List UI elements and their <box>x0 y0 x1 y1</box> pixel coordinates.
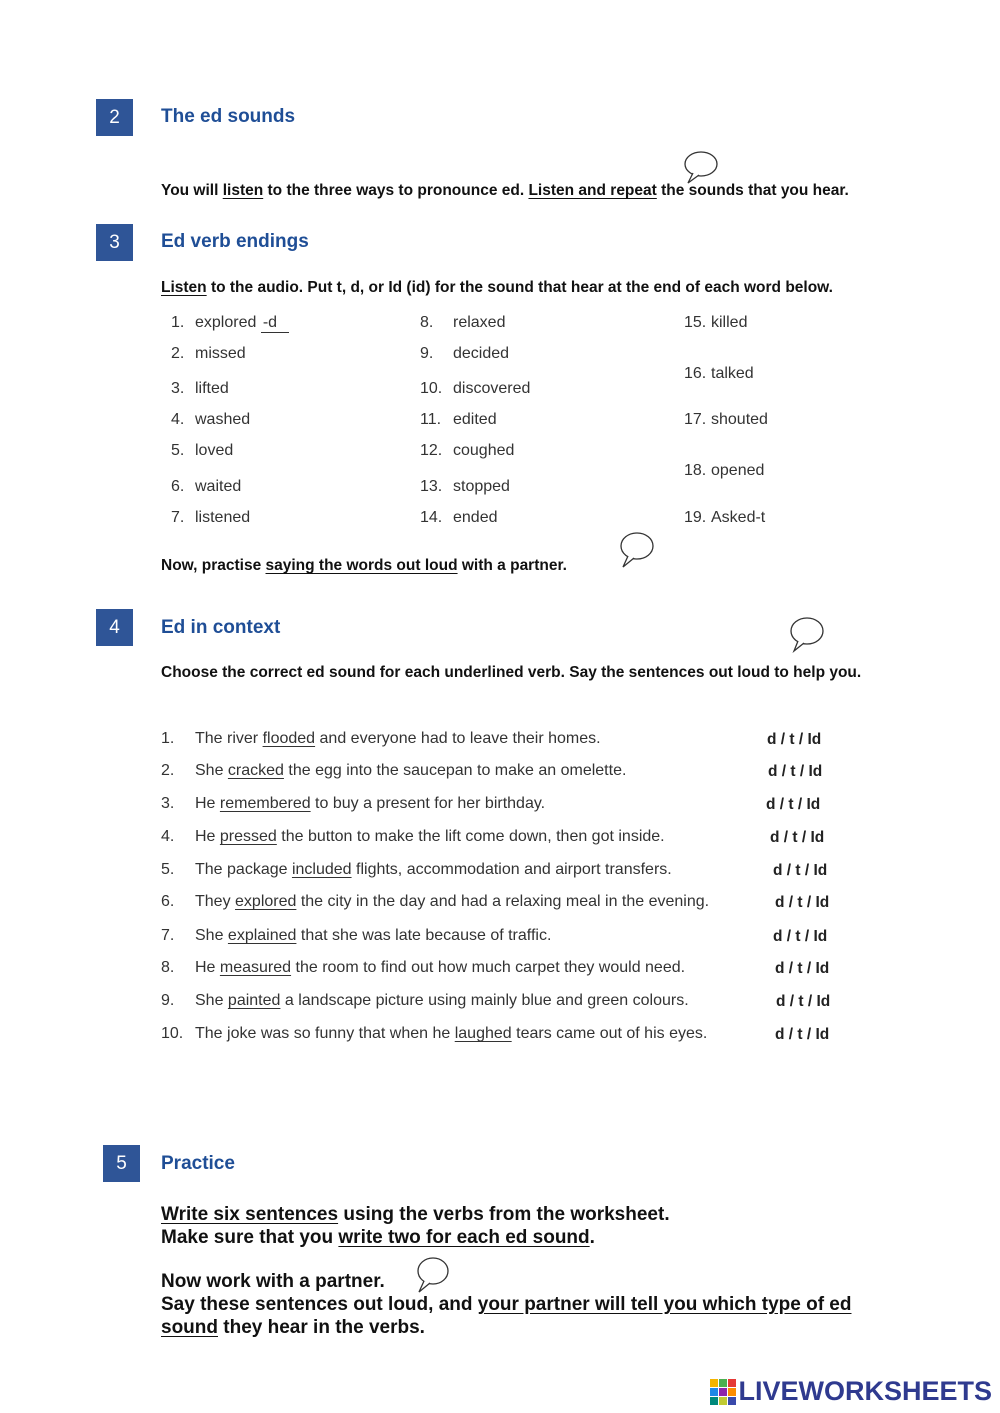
speech-bubble-icon <box>619 531 655 569</box>
section-3-title: Ed verb endings <box>161 231 309 252</box>
word-item-3: 3. lifted <box>171 380 229 397</box>
word-item-17: 17. shouted <box>684 411 768 428</box>
liveworksheets-logo[interactable] <box>710 1376 992 1407</box>
sentence-10: 10. The joke was so funny that when he laughed tears came out of his eyes. <box>161 1025 708 1042</box>
word-item-11: 11. edited <box>420 411 497 428</box>
underlined-verb: included <box>291 861 352 878</box>
word-item-18: 18. opened <box>684 462 765 479</box>
word-item-12: 12. coughed <box>420 442 515 459</box>
practice-line-3: Now work with a partner. <box>161 1271 385 1292</box>
section-3-number: 3 <box>96 224 133 261</box>
speech-bubble-icon <box>414 1256 450 1294</box>
underlined-verb: explored <box>235 893 297 910</box>
word-item-15: 15. killed <box>684 314 748 331</box>
sentence-3: 3. He remembered to buy a present for her birthday. <box>161 795 546 812</box>
underlined-verb: laughed <box>454 1025 512 1042</box>
word-item-16: 16. talked <box>684 365 754 382</box>
speech-bubble-icon <box>789 615 825 653</box>
sentence-6: 6. They explored the city in the day and had a relaxing meal in the evening. <box>161 893 710 910</box>
section-5-title: Practice <box>161 1153 235 1174</box>
section-3-practise: Now, practise saying the words out loud with a partner. <box>161 557 567 574</box>
answer-options-5[interactable]: d / t / Id <box>773 862 828 879</box>
word-item-5: 5. loved <box>171 442 234 459</box>
word-item-1: 1. explored -d <box>171 314 289 333</box>
word-item-2: 2. missed <box>171 345 246 362</box>
section-2-title: The ed sounds <box>161 106 296 127</box>
sentence-5: 5. The package included flights, accommodation and airport transfers. <box>161 861 672 878</box>
answer-options-10[interactable]: d / t / Id <box>775 1026 830 1043</box>
sentence-9: 9. She painted a landscape picture using mainly blue and green colours. <box>161 992 689 1009</box>
answer-options-4[interactable]: d / t / Id <box>770 829 825 846</box>
speech-bubble-icon <box>683 150 719 186</box>
answer-options-9[interactable]: d / t / Id <box>776 993 831 1010</box>
word-item-8: 8. relaxed <box>420 314 506 331</box>
sentence-4: 4. He pressed the button to make the lift come down, then got inside. <box>161 828 665 845</box>
practice-line-4: Say these sentences out loud, and your partner will tell you which type of ed <box>161 1294 852 1315</box>
word-item-13: 13. stopped <box>420 478 510 495</box>
answer-options-8[interactable]: d / t / Id <box>775 960 830 977</box>
practice-line-5: sound they hear in the verbs. <box>161 1317 425 1338</box>
sentence-1: 1. The river flooded and everyone had to leave their homes. <box>161 730 601 747</box>
underlined-verb: cracked <box>227 762 284 779</box>
section-2-instruction: You will listen to the three ways to pronounce ed. Listen and repeat the sounds that you hear. <box>161 182 849 199</box>
section-4-title: Ed in context <box>161 617 281 638</box>
answer-options-2[interactable]: d / t / Id <box>768 763 823 780</box>
underlined-verb: pressed <box>219 828 277 845</box>
word-item-7: 7. listened <box>171 509 251 526</box>
sentence-2: 2. She cracked the egg into the saucepan to make an omelette. <box>161 762 627 779</box>
underlined-verb: painted <box>227 992 281 1009</box>
answer-options-1[interactable]: d / t / Id <box>767 731 822 748</box>
sentence-8: 8. He measured the room to find out how much carpet they would need. <box>161 959 686 976</box>
word-item-14: 14. ended <box>420 509 498 526</box>
answer-options-6[interactable]: d / t / Id <box>775 894 830 911</box>
liveworksheets-logo-icon <box>710 1379 736 1405</box>
practice-line-1: Write six sentences using the verbs from the worksheet. <box>161 1204 670 1225</box>
practice-line-2: Make sure that you write two for each ed sound. <box>161 1227 595 1248</box>
answer-field-1[interactable]: -d <box>261 314 289 333</box>
section-3-instruction: Listen to the audio. Put t, d, or Id (id) for the sound that hear at the end of each word below. <box>161 279 833 296</box>
word-item-9: 9. decided <box>420 345 510 362</box>
word-item-10: 10. discovered <box>420 380 531 397</box>
section-4-number: 4 <box>96 609 133 646</box>
underlined-verb: remembered <box>219 795 311 812</box>
liveworksheets-logo-text: LIVEWORKSHEETS <box>738 1376 992 1406</box>
underlined-verb: measured <box>219 959 292 976</box>
section-2-number: 2 <box>96 99 133 136</box>
answer-options-3[interactable]: d / t / Id <box>766 796 821 813</box>
word-item-6: 6. waited <box>171 478 242 495</box>
underlined-verb: flooded <box>262 730 316 747</box>
underlined-verb: explained <box>227 927 297 944</box>
word-item-19: 19. Asked-t <box>684 509 766 526</box>
section-5-number: 5 <box>103 1145 140 1182</box>
answer-options-7[interactable]: d / t / Id <box>773 928 828 945</box>
section-4-instruction: Choose the correct ed sound for each underlined verb. Say the sentences out loud to help you. <box>161 664 862 681</box>
word-item-4: 4. washed <box>171 411 251 428</box>
sentence-7: 7. She explained that she was late because of traffic. <box>161 927 552 944</box>
